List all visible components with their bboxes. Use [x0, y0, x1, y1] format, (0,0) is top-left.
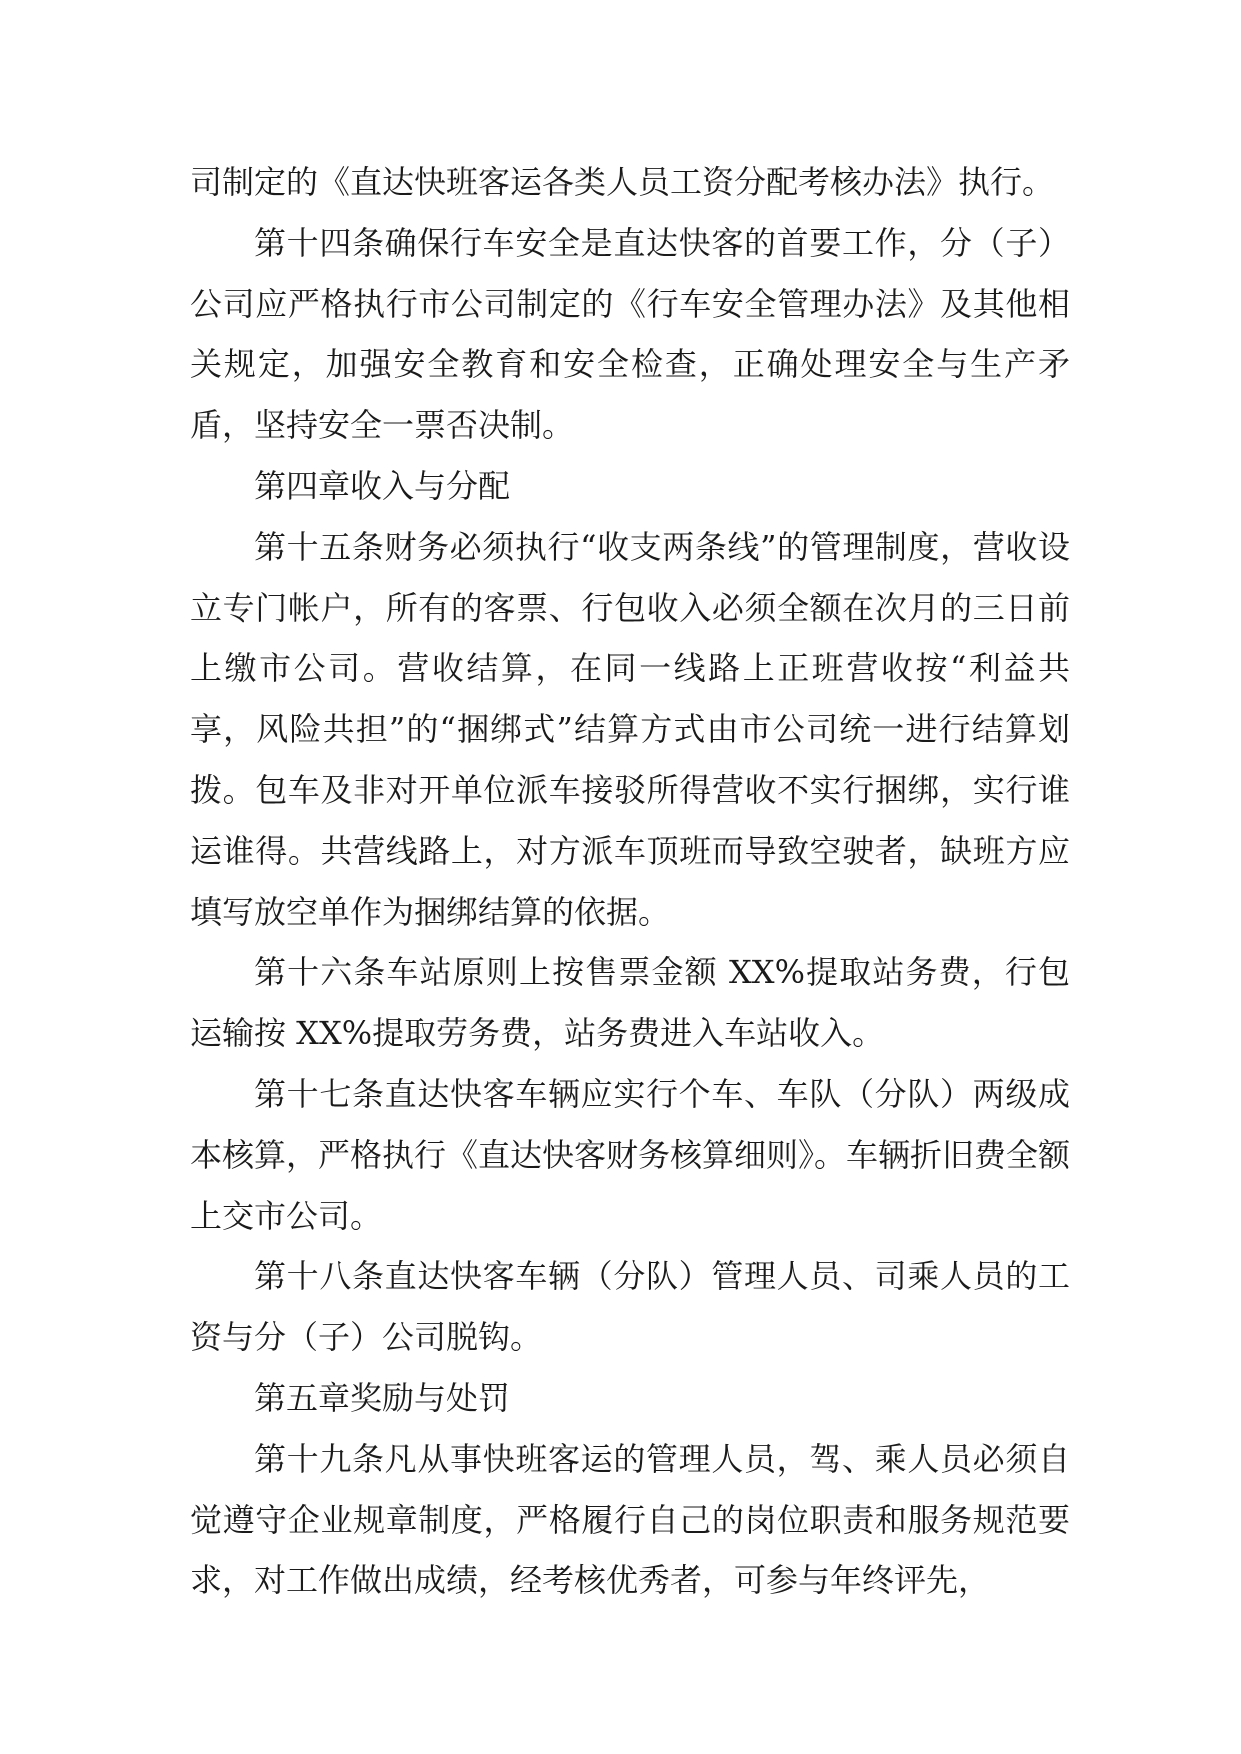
paragraph-article-17: 第十七条直达快客车辆应实行个车、车队（分队）两级成本核算，严格执行《直达快客财务核算细则》。车辆折旧费全额上交市公司。 — [190, 1074, 1071, 1235]
paragraph-article-14: 第十四条确保行车安全是直达快客的首要工作，分（子）公司应严格执行市公司制定的《行车安全管理办法》及其他相关规定，加强安全教育和安全检查，正确处理安全与生产矛盾，坚持安全一票否决制。 — [190, 223, 1070, 445]
paragraph-article-15: 第十五条财务必须执行“收支两条线”的管理制度，营收设立专门帐户，所有的客票、行包收入必须全额在次月的三日前上缴市公司。营收结算，在同一线路上正班营收按“利益共享，风险共担”的“捆绑式”结算方式由市公司统一进行结算划拨。包车及非对开单位派车接驳所得营收不实行捆绑，实行谁运谁得。共营线路上，对方派车顶班而导致空驶者，缺班方应填写放空单作为捆绑结算的依据。 — [190, 527, 1070, 931]
paragraph-article-18: 第十八条直达快客车辆（分队）管理人员、司乘人员的工资与分（子）公司脱钩。 — [190, 1257, 1070, 1357]
paragraph-article-16: 第十六条车站原则上按售票金额 XX%提取站务费，行包运输按 XX%提取劳务费，站务费进入车站收入。 — [190, 953, 1070, 1053]
chapter-heading-4: 第四章收入与分配 — [254, 466, 511, 505]
paragraph-article-19: 第十九条凡从事快班客运的管理人员，驾、乘人员必须自觉遵守企业规章制度，严格履行自己的岗位职责和服务规范要求，对工作做出成绩，经考核优秀者，可参与年终评先， — [190, 1439, 1070, 1600]
chapter-heading-5: 第五章奖励与处罚 — [254, 1378, 511, 1417]
paragraph-continuation: 司制定的《直达快班客运各类人员工资分配考核办法》执行。 — [190, 163, 1055, 201]
document-body — [190, 152, 1070, 1611]
